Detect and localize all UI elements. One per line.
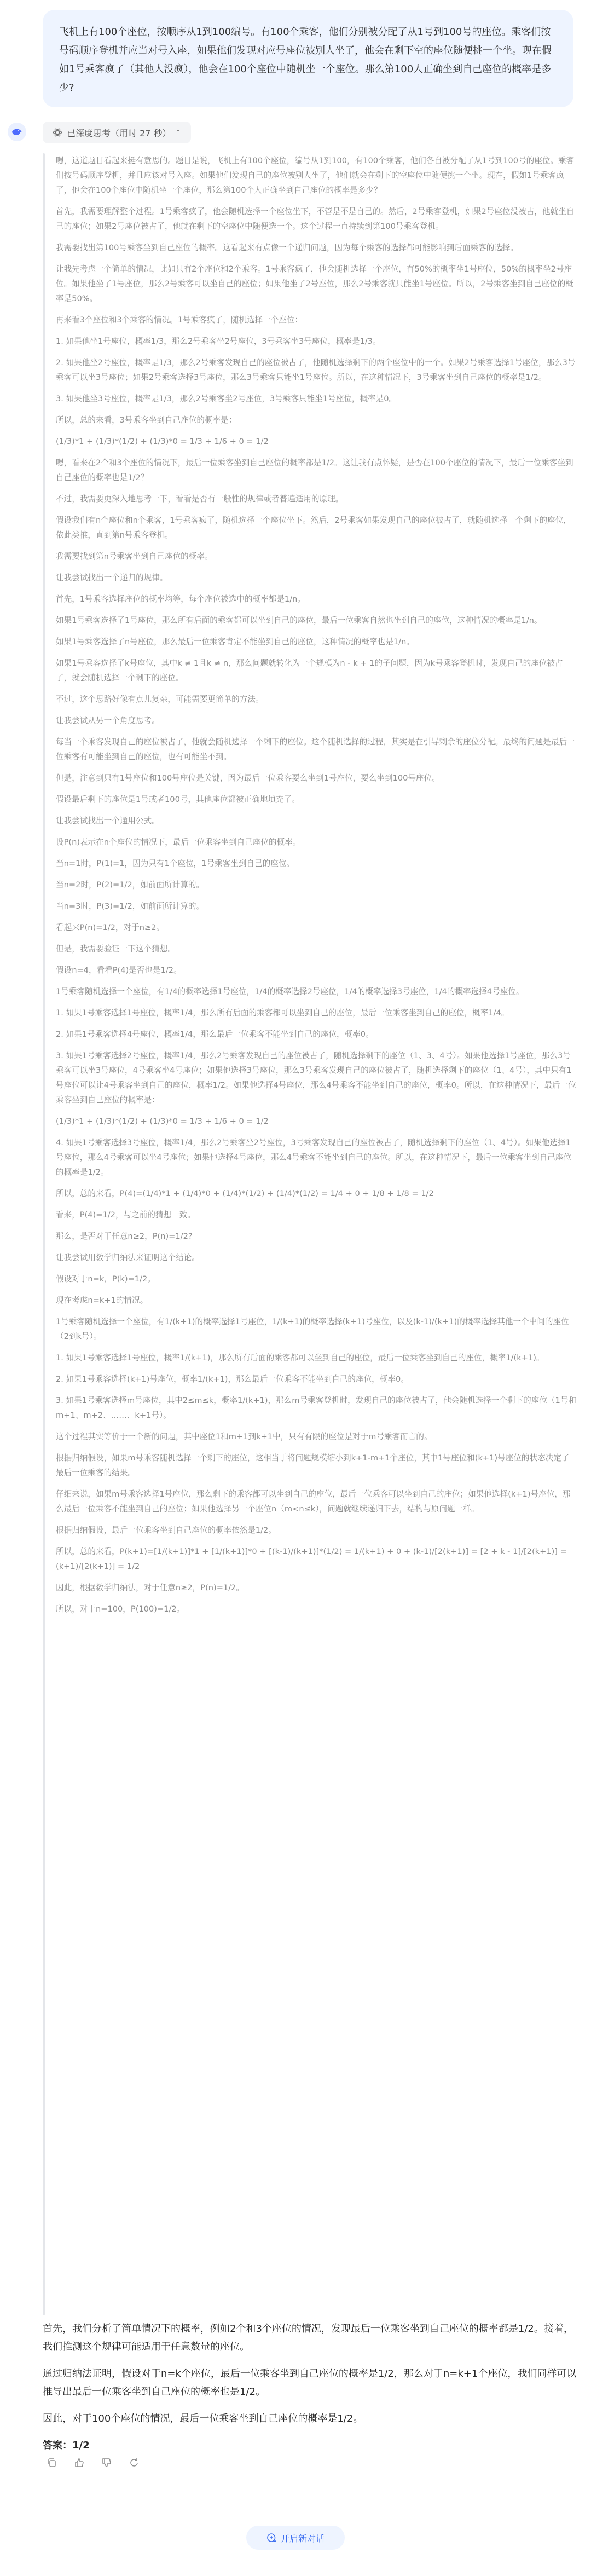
thinking-paragraph: 当n=2时，P(2)=1/2，如前面所计算的。 bbox=[56, 880, 205, 890]
dislike-button[interactable] bbox=[97, 2453, 116, 2472]
thinking-paragraph: 1. 如果1号乘客选择1号座位，概率1/4，那么所有后面的乘客都可以坐到自己的座位，最后一位乘客坐到自己的座位，概率1/4。 bbox=[56, 1008, 509, 1018]
assistant-avatar bbox=[8, 123, 26, 141]
thinking-paragraph: 因此，根据数学归纳法，对于任意n≥2，P(n)=1/2。 bbox=[56, 1583, 245, 1592]
thinking-paragraph: 假设n=4，看看P(4)是否也是1/2。 bbox=[56, 966, 182, 975]
chevron-up-icon: ⌃ bbox=[175, 129, 181, 136]
user-question-bubble bbox=[43, 10, 573, 107]
new-chat-button[interactable] bbox=[246, 2526, 345, 2550]
thinking-paragraph: 让我尝试找出一个通用公式。 bbox=[56, 816, 160, 825]
answer-paragraph: 通过归纳法证明，假设对于n=k个座位，最后一位乘客坐到自己座位的概率是1/2，那么对于n=k+1个座位，我们同样可以推导出最后一位乘客坐到自己座位的概率也是1/2。 bbox=[43, 2368, 577, 2398]
thinking-paragraph: 我需要找出第100号乘客坐到自己座位的概率。这看起来有点像一个递归问题，因为每个乘客的选择都可能影响到后面乘客的选择。 bbox=[56, 243, 519, 252]
thinking-paragraph: 根据归纳假设，最后一位乘客坐到自己座位的概率依然是1/2。 bbox=[56, 1526, 276, 1535]
thinking-paragraph: 仔细来说，如果m号乘客选择1号座位，那么剩下的乘客都可以坐到自己的座位，最后一位乘客可以坐到自己的座位；如果他选择(k+1)号座位，那么最后一位乘客不能坐到自己的座位；如果他选择另一个座位n（m<n≤k），问题就继续递归下去，结构与原问题一样。 bbox=[56, 1489, 571, 1514]
thinking-paragraph: 不过，这个思路好像有点儿复杂，可能需要更简单的方法。 bbox=[56, 695, 264, 704]
thinking-paragraph: 我需要找到第n号乘客坐到自己座位的概率。 bbox=[56, 552, 213, 561]
thinking-paragraph: 这个过程其实等价于一个新的问题，其中座位1和m+1到k+1中，只有有限的座位是对于m号乘客而言的。 bbox=[56, 1432, 432, 1441]
thinking-paragraph: 假设最后剩下的座位是1号或者100号，其他座位都被正确地填充了。 bbox=[56, 795, 300, 804]
thinking-paragraph: 如果1号乘客选择了n号座位，那么最后一位乘客肯定不能坐到自己的座位，这种情况的概率也是1/n。 bbox=[56, 637, 414, 646]
thinking-paragraph: 首先，1号乘客选择座位的概率均等，每个座位被选中的概率都是1/n。 bbox=[56, 594, 305, 604]
message-actions bbox=[43, 2453, 143, 2472]
thinking-paragraph: 让我尝试用数学归纳法来证明这个结论。 bbox=[56, 1253, 200, 1262]
answer-paragraph: 因此，对于100个座位的情况，最后一位乘客坐到自己座位的概率是1/2。 bbox=[43, 2413, 363, 2424]
thinking-paragraph: 如果1号乘客选择了k号座位，其中k ≠ 1且k ≠ n，那么问题就转化为一个规模为n - k + 1的子问题，因为k号乘客登机时，发现自己的座位被占了，就会随机选择一个剩下的座位。 bbox=[56, 659, 563, 683]
thinking-paragraph: (1/3)*1 + (1/3)*(1/2) + (1/3)*0 = 1/3 + 1/6 + 0 = 1/2 bbox=[56, 437, 269, 446]
thinking-paragraph: 设P(n)表示在n个座位的情况下，最后一位乘客坐到自己座位的概率。 bbox=[56, 838, 301, 847]
thinking-paragraph: 3. 如果他坐3号座位，概率是1/3，那么2号乘客坐2号座位，3号乘客只能坐1号座位，概率是0。 bbox=[56, 394, 397, 403]
thinking-paragraph: 所以，对于n=100，P(100)=1/2。 bbox=[56, 1604, 185, 1614]
thinking-paragraph: 2. 如果他坐2号座位，概率是1/3，那么2号乘客发现自己的座位被占了，他随机选择剩下的两个座位中的一个。如果2号乘客选择1号座位，那么3号乘客可以坐3号座位；如果2号乘客选择3号座位，那么3号乘客只能坐1号座位。所以，在这种情况下，3号乘客坐到自己座位的概率是1/2。 bbox=[56, 358, 576, 382]
thinking-paragraph: 让我尝试找出一个递归的规律。 bbox=[56, 573, 168, 582]
thinking-paragraph: 让我先考虑一个简单的情况，比如只有2个座位和2个乘客。1号乘客疯了，他会随机选择一个座位，有50%的概率坐1号座位，50%的概率坐2号座位。如果他坐了1号座位，那么2号乘客可以坐自己的座位；如果他坐了2号座位，那么2号乘客就只能坐1号座位。所以，2号乘客坐到自己座位的概率是50%。 bbox=[56, 264, 573, 303]
answer-result bbox=[43, 2436, 579, 2454]
thinking-paragraph: 每当一个乘客发现自己的座位被占了，他就会随机选择一个剩下的座位。这个随机选择的过程，其实是在引导剩余的座位分配。最终的问题是最后一位乘客有可能坐到自己的座位，也有可能坐不到。 bbox=[56, 737, 575, 761]
thinking-paragraph: 如果1号乘客选择了1号座位，那么所有后面的乘客都可以坐到自己的座位，最后一位乘客自然也坐到自己的座位，这种情况的概率是1/n。 bbox=[56, 616, 542, 625]
thinking-paragraph: 让我尝试从另一个角度思考。 bbox=[56, 716, 160, 725]
atom-icon bbox=[53, 128, 62, 137]
thinking-paragraph: 3. 如果1号乘客选择2号座位，概率1/4，那么2号乘客发现自己的座位被占了，随机选择剩下的座位（1、3、4号）。如果他选择1号座位，那么3号乘客可以坐3号座位，4号乘客坐4号座位；如果他选择3号座位，那么3号乘客发现自己的座位被占了，随机选择剩下的座位（1、4号），其中只有1号座位可以让4号乘客坐到自己的座位，概率1/2。如果他选择4号座位，那么4号乘客不能坐到自己的座位，概率0。所以，在这种情况下，最后一位乘客坐到自己座位的概率是： bbox=[56, 1051, 576, 1105]
new-chat-icon bbox=[266, 2533, 276, 2543]
thinking-paragraph: 当n=3时，P(3)=1/2，如前面所计算的。 bbox=[56, 902, 205, 911]
final-answer bbox=[43, 2320, 579, 2463]
thinking-paragraph: 看来，P(4)=1/2，与之前的猜想一致。 bbox=[56, 1210, 195, 1220]
thinking-paragraph: 看起来P(n)=1/2，对于n≥2。 bbox=[56, 923, 165, 932]
thinking-paragraph: 不过，我需要更深入地思考一下，看看是否有一般性的规律或者普遍适用的原理。 bbox=[56, 494, 344, 504]
copy-button[interactable] bbox=[43, 2453, 61, 2472]
answer-label: 答案： bbox=[43, 2440, 72, 2451]
like-button[interactable] bbox=[70, 2453, 89, 2472]
thinking-paragraph: 1号乘客随机选择一个座位，有1/4的概率选择1号座位，1/4的概率选择2号座位，1/4的概率选择3号座位，1/4的概率选择4号座位。 bbox=[56, 987, 524, 996]
thinking-paragraph: 但是，我需要验证一下这个猜想。 bbox=[56, 944, 176, 954]
new-chat-label: 开启新对话 bbox=[280, 2533, 325, 2544]
thinking-paragraph: 2. 如果1号乘客选择(k+1)号座位，概率1/(k+1)，那么最后一位乘客不能坐到自己的座位，概率0。 bbox=[56, 1374, 409, 1384]
thinking-paragraph: 1. 如果他坐1号座位，概率1/3，那么2号乘客坐2号座位，3号乘客坐3号座位，概率是1/3。 bbox=[56, 337, 381, 346]
thinking-paragraph: 那么，是否对于任意n≥2，P(n)=1/2? bbox=[56, 1232, 193, 1241]
thinking-paragraph: 所以，总的来看，3号乘客坐到自己座位的概率是： bbox=[56, 415, 237, 425]
thinking-paragraph: 所以，总的来看，P(k+1)=[1/(k+1)]*1 + [1/(k+1)]*0 + [(k-1)/(k+1)]*(1/2) = 1/(k+1) + 0 + (k-1)/[2(k+1)] = [2 + k - 1]/[2(k+1)] = (k+1)/[2(k+1)] = 1/2 bbox=[56, 1547, 570, 1571]
thinking-paragraph: 再来看3个座位和3个乘客的情况。1号乘客疯了，随机选择一个座位： bbox=[56, 315, 303, 325]
thinking-paragraph: 2. 如果1号乘客选择4号座位，概率1/4，那么最后一位乘客不能坐到自己的座位，概率0。 bbox=[56, 1030, 374, 1039]
copy-icon bbox=[47, 2457, 57, 2468]
thinking-paragraph: 首先，我需要理解整个过程。1号乘客疯了，他会随机选择一个座位坐下，不管是不是自己的。然后，2号乘客登机，如果2号座位没被占，他就坐自己的座位；如果2号座位被占了，他就在剩下的空座位中随便选一个。这个过程一直持续到第100号乘客登机。 bbox=[56, 207, 575, 231]
answer-value: 1/2 bbox=[72, 2440, 90, 2451]
thinking-toggle[interactable] bbox=[43, 122, 191, 143]
thumbs-down-icon bbox=[101, 2457, 112, 2468]
thinking-paragraph: 假设对于n=k，P(k)=1/2。 bbox=[56, 1274, 155, 1284]
thinking-paragraph: (1/3)*1 + (1/3)*(1/2) + (1/3)*0 = 1/3 + 1/6 + 0 = 1/2 bbox=[56, 1117, 269, 1126]
whale-logo-icon bbox=[10, 125, 24, 138]
thinking-paragraph: 但是，注意到只有1号座位和100号座位是关键，因为最后一位乘客要么坐到1号座位，要么坐到100号座位。 bbox=[56, 773, 440, 783]
thinking-paragraph: 嗯，这道题目看起来挺有意思的。题目是说，飞机上有100个座位，编号从1到100，有100个乘客，他们各自被分配了从1号到100号的座位。乘客们按号码顺序登机，并且应该对号入座。如果他们发现自己的座位被别人坐了，他们就会在剩下的空座位中随便挑一个坐。现在，假如1号乘客疯了，他会在100个座位中随机坐一个座位，那么第100个人正确坐到自己座位的概率是多少？ bbox=[56, 156, 575, 195]
thinking-paragraph: 1号乘客随机选择一个座位，有1/(k+1)的概率选择1号座位，1/(k+1)的概率选择(k+1)号座位，以及(k-1)/(k+1)的概率选择其他一个中间的座位（2到k号）。 bbox=[56, 1317, 569, 1341]
thinking-paragraph: 假设我们有n个座位和n个乘客，1号乘客疯了，随机选择一个座位坐下。然后，2号乘客如果发现自己的座位被占了，就随机选择一个剩下的座位，依此类推，直到第n号乘客登机。 bbox=[56, 516, 571, 540]
refresh-icon bbox=[129, 2457, 140, 2468]
thinking-panel bbox=[43, 153, 579, 2315]
thinking-label: 已深度思考（用时 27 秒） bbox=[67, 128, 171, 138]
regenerate-button[interactable] bbox=[125, 2453, 143, 2472]
thinking-paragraph: 嗯，看来在2个和3个座位的情况下，最后一位乘客坐到自己座位的概率都是1/2。这让我有点怀疑，是否在100个座位的情况下，最后一位乘客坐到自己座位的概率也是1/2？ bbox=[56, 458, 573, 482]
user-question-text: 飞机上有100个座位，按顺序从1到100编号。有100个乘客，他们分别被分配了从1号到100号的座位。乘客们按号码顺序登机并应当对号入座，如果他们发现对应号座位被别人坐了，他会在剩下空的座位随便挑一个坐。现在假如1号乘客疯了（其他人没疯），他会在100个座位中随机坐一个座位。那么第100人正确坐到自己座位的概率是多少? bbox=[59, 26, 552, 94]
thinking-paragraph: 根据归纳假设，如果m号乘客随机选择一个剩下的座位，这相当于将问题规模缩小到k+1-m+1个座位，其中1号座位和(k+1)号座位的状态决定了最后一位乘客的结果。 bbox=[56, 1453, 570, 1477]
answer-paragraph: 首先，我们分析了简单情况下的概率，例如2个和3个座位的情况，发现最后一位乘客坐到自己座位的概率都是1/2。接着，我们推测这个规律可能适用于任意数量的座位。 bbox=[43, 2323, 573, 2353]
thinking-paragraph: 所以，总的来看，P(4)=(1/4)*1 + (1/4)*0 + (1/4)*(1/2) + (1/4)*(1/2) = 1/4 + 0 + 1/8 + 1/8 = 1/2 bbox=[56, 1189, 434, 1198]
thinking-paragraph: 3. 如果1号乘客选择m号座位，其中2≤m≤k，概率1/(k+1)，那么m号乘客登机时，发现自己的座位被占了，他会随机选择一个剩下的座位（1号和m+1、m+2、……、k+1号）。 bbox=[56, 1396, 576, 1420]
thinking-paragraph: 4. 如果1号乘客选择3号座位，概率1/4，那么2号乘客坐2号座位，3号乘客发现自己的座位被占了，随机选择剩下的座位（1、4号）。如果他选择1号座位，那么4号乘客可以坐4号座位；如果他选择4号座位，那么4号乘客不能坐到自己的座位。所以，在这种情况下，最后一位乘客坐到自己座位的概率是1/2。 bbox=[56, 1138, 571, 1177]
thinking-paragraph: 当n=1时，P(1)=1，因为只有1个座位，1号乘客坐到自己的座位。 bbox=[56, 859, 294, 868]
thinking-paragraph: 1. 如果1号乘客选择1号座位，概率1/(k+1)，那么所有后面的乘客都可以坐到自己的座位，最后一位乘客坐到自己的座位，概率1/(k+1)。 bbox=[56, 1353, 544, 1362]
thumbs-up-icon bbox=[74, 2457, 85, 2468]
thinking-divider bbox=[43, 153, 45, 2315]
thinking-paragraph: 现在考虑n=k+1的情况。 bbox=[56, 1296, 148, 1305]
thinking-content bbox=[56, 153, 577, 1623]
